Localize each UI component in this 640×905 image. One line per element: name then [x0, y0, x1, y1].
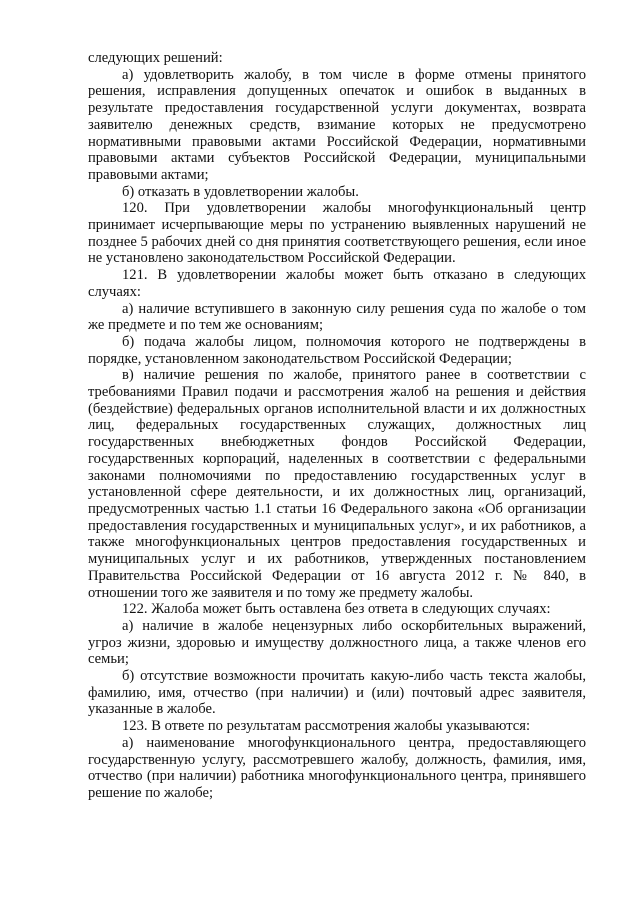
document-page: [88, 50, 586, 802]
paragraph-121: 121. В удовлетворении жалобы может быть отказано в следующих случаях:: [88, 267, 586, 300]
paragraph-121a: а) наличие вступившего в законную силу решения суда по жалобе о том же предмете и по тем же основаниям;: [88, 300, 586, 334]
paragraph-120: 120. При удовлетворении жалобы многофункциональный центр принимает исчерпывающие меры по устранению выявленных нарушений не позднее 5 рабочих дней со дня принятия соответствующего решения, если иное не установлено законодательством Российской Федерации.: [88, 200, 586, 267]
paragraph-119b: б) отказать в удовлетворении жалобы.: [122, 183, 359, 200]
paragraph-continuation: следующих решений:: [88, 50, 223, 66]
paragraph-123: 123. В ответе по результатам рассмотрения жалобы указываются:: [122, 718, 531, 735]
paragraph-122a: а) наличие в жалобе нецензурных либо оскорбительных выражений, угроз жизни, здоровью и имуществу должностного лица, а также членов его семьи;: [88, 617, 586, 668]
paragraph-123a: а) наименование многофункционального центра, предоставляющего государственную услугу, рассмотревшего жалобу, должность, фамилия, имя, отчество (при наличии) работника многофункционального центра, принявшего решение по жалобе;: [88, 734, 586, 801]
paragraph-122: 122. Жалоба может быть оставлена без ответа в следующих случаях:: [122, 601, 551, 618]
paragraph-122b: б) отсутствие возможности прочитать какую-либо часть текста жалобы, фамилию, имя, отчество (при наличии) и (или) почтовый адрес заявителя, указанные в жалобе.: [88, 668, 586, 718]
paragraph-121v: в) наличие решения по жалобе, принятого ранее в соответствии с требованиями Правил подачи и рассмотрения жалоб на решения и действия (бездействие) федеральных органов исполнительной власти и их должностных лиц, федеральных государственных служащих, должностных лиц государственных внебюджетных фондов Российской Федерации, государственных корпораций, наделенных в соответствии с федеральными законами полномочиями по предоставлению государственных услуг в установленной сфере деятельности, и их должностных лиц, организаций, предусмотренных частью 1.1 статьи 16 Федерального закона «Об организации предоставления государственных и муниципальных услуг», и их работников, а также многофункциональных центров предоставления государственных и муниципальных услуг и их работников, утвержденных постановлением Правительства Российской Федерации от 16 августа 2012 г. № 840, в отношении того же заявителя и по тому же предмету жалобы.: [88, 367, 586, 601]
paragraph-121b: б) подача жалобы лицом, полномочия которого не подтверждены в порядке, установленном законодательством Российской Федерации;: [88, 333, 586, 367]
paragraph-119a: а) удовлетворить жалобу, в том числе в форме отмены принятого решения, исправления допущенных опечаток и ошибок в выданных в результате предоставления государственной услуги документах, возврата заявителю денежных средств, взимание которых не предусмотрено нормативными правовыми актами Российской Федерации, нормативными правовыми актами субъектов Российской Федерации, муниципальными правовыми актами;: [88, 66, 586, 183]
